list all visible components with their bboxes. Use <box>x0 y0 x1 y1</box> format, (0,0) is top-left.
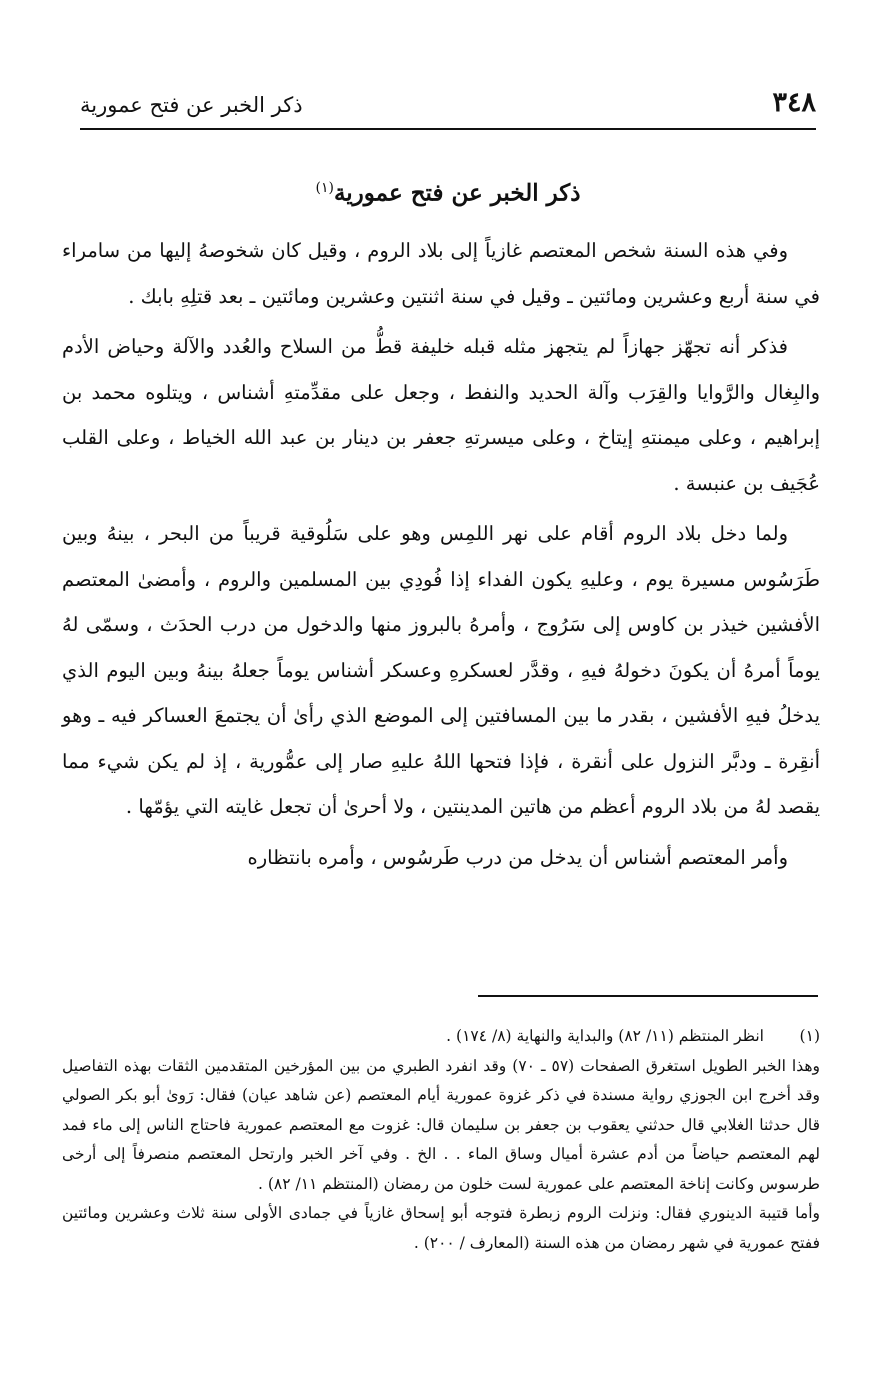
paragraph: ولما دخل بلاد الروم أقام على نهر اللمِس وهو على سَلُوقية قريباً من البحر ، بينهُ وبين طَرَسُوس مسيرة يوم ، وعليهِ يكون الفداء إذا فُودِي بين المسلمين والروم ، وأمضىٰ المعتصم الأفشين خيذر بن كاوس إلى سَرُوج ، وأمرهُ بالبروز منها والدخول من درب الحدَث ، وسمّى لهُ يوماً أمرهُ أن يكونَ دخولهُ فيهِ ، وقدَّر لعسكرهِ وعسكر أشناس يوماً جعلهُ بينهُ وبين اليوم الذي يدخلُ فيهِ الأفشين ، بقدر ما بين المسافتين إلى الموضع الذي رأىٰ أن يجتمعَ العساكر فيه ـ وهو أنقِرة ـ ودبَّر النزول على أنقرة ، فإذا فتحها اللهُ عليهِ صار إلى عمُّورية ، إذ لم يكن شيء مما يقصد لهُ من بلاد الروم أعظم من هاتين المدينتين ، ولا أحرىٰ أن تجعل غايته التي يؤمّها . <box>62 522 820 818</box>
running-header <box>80 86 816 126</box>
section-heading-text: ذكر الخبر عن فتح عمورية <box>333 179 581 207</box>
page-number: ٣٤٨ <box>772 87 816 118</box>
paragraph: وفي هذه السنة شخص المعتصم غازياً إلى بلاد الروم ، وقيل كان شخوصهُ إليها من سامراء في سنة أربع وعشرين ومائتين ـ وقيل في سنة اثنتين وعشرين ومائتين ـ بعد قتلِهِ بابك . <box>62 239 820 308</box>
footnote-line: وأما قتيبة الدينوري فقال: ونزلت الروم زبطرة فتوجه أبو إسحاق غازياً في جمادى الأولى سنة ثلاث وعشرين ومائتين ففتح عمورية في شهر رمضان من هذه السنة (المعارف / ٢٠٠) . <box>62 1204 820 1252</box>
footnote-1 <box>62 1022 820 1052</box>
footnote-reference: (١) <box>315 180 334 196</box>
body-text <box>62 228 820 885</box>
footnote-separator <box>478 995 818 997</box>
section-heading <box>80 170 816 212</box>
footnotes <box>62 1022 820 1258</box>
paragraph: فذكر أنه تجهّز جهازاً لم يتجهز مثله قبله خليفة قطُّ من السلاح والعُدد والآلة وحياض الأدم والبِغال والرَّوايا والقِرَب وآلة الحديد والنفط ، وجعل على مقدِّمتهِ أشناس ، ويتلوه محمد بن إبراهيم ، وعلى ميمنتهِ إيتاخ ، وعلى ميسرتهِ جعفر بن دينار بن عبد الله الخياط ، وعلى القلب عُجَيف بن عنبسة . <box>62 335 820 495</box>
footnote-marker: (١) <box>799 1027 820 1045</box>
running-title: ذكر الخبر عن فتح عمورية <box>80 93 303 117</box>
footnote-line: وهذا الخبر الطويل استغرق الصفحات (٥٧ ـ ٧٠) وقد انفرد الطبري من بين المؤرخين المتقدمين الثقات بهذه التفاصيل وقد أخرج ابن الجوزي رواية مسندة في ذكر غزوة عمورية أيام المعتصم (عن شاهد عيان) فقال: رَوىٰ أبو بكر الصولي قال حدثنا الغلابي قال حدثني يعقوب بن جعفر بن سليمان قال: غزوت مع المعتصم عمورية فاحتاج الناس إلى ماء فمد لهم المعتصم حياضاً من أدم عشرة أميال وساق الماء . . الخ . وفي آخر الخبر وارتحل المعتصم منصرفاً إلى أرخى طرسوس وكانت إناخة المعتصم على عمورية لست خلون من رمضان (المنتظم ١١/ ٨٢) . <box>62 1056 820 1193</box>
paragraph: وأمر المعتصم أشناس أن يدخل من درب طَرسُوس ، وأمره بانتظاره <box>247 845 788 869</box>
footnote-line: انظر المنتظم (١١/ ٨٢) والبداية والنهاية (٨/ ١٧٤) . <box>446 1027 764 1045</box>
header-rule <box>80 128 816 130</box>
